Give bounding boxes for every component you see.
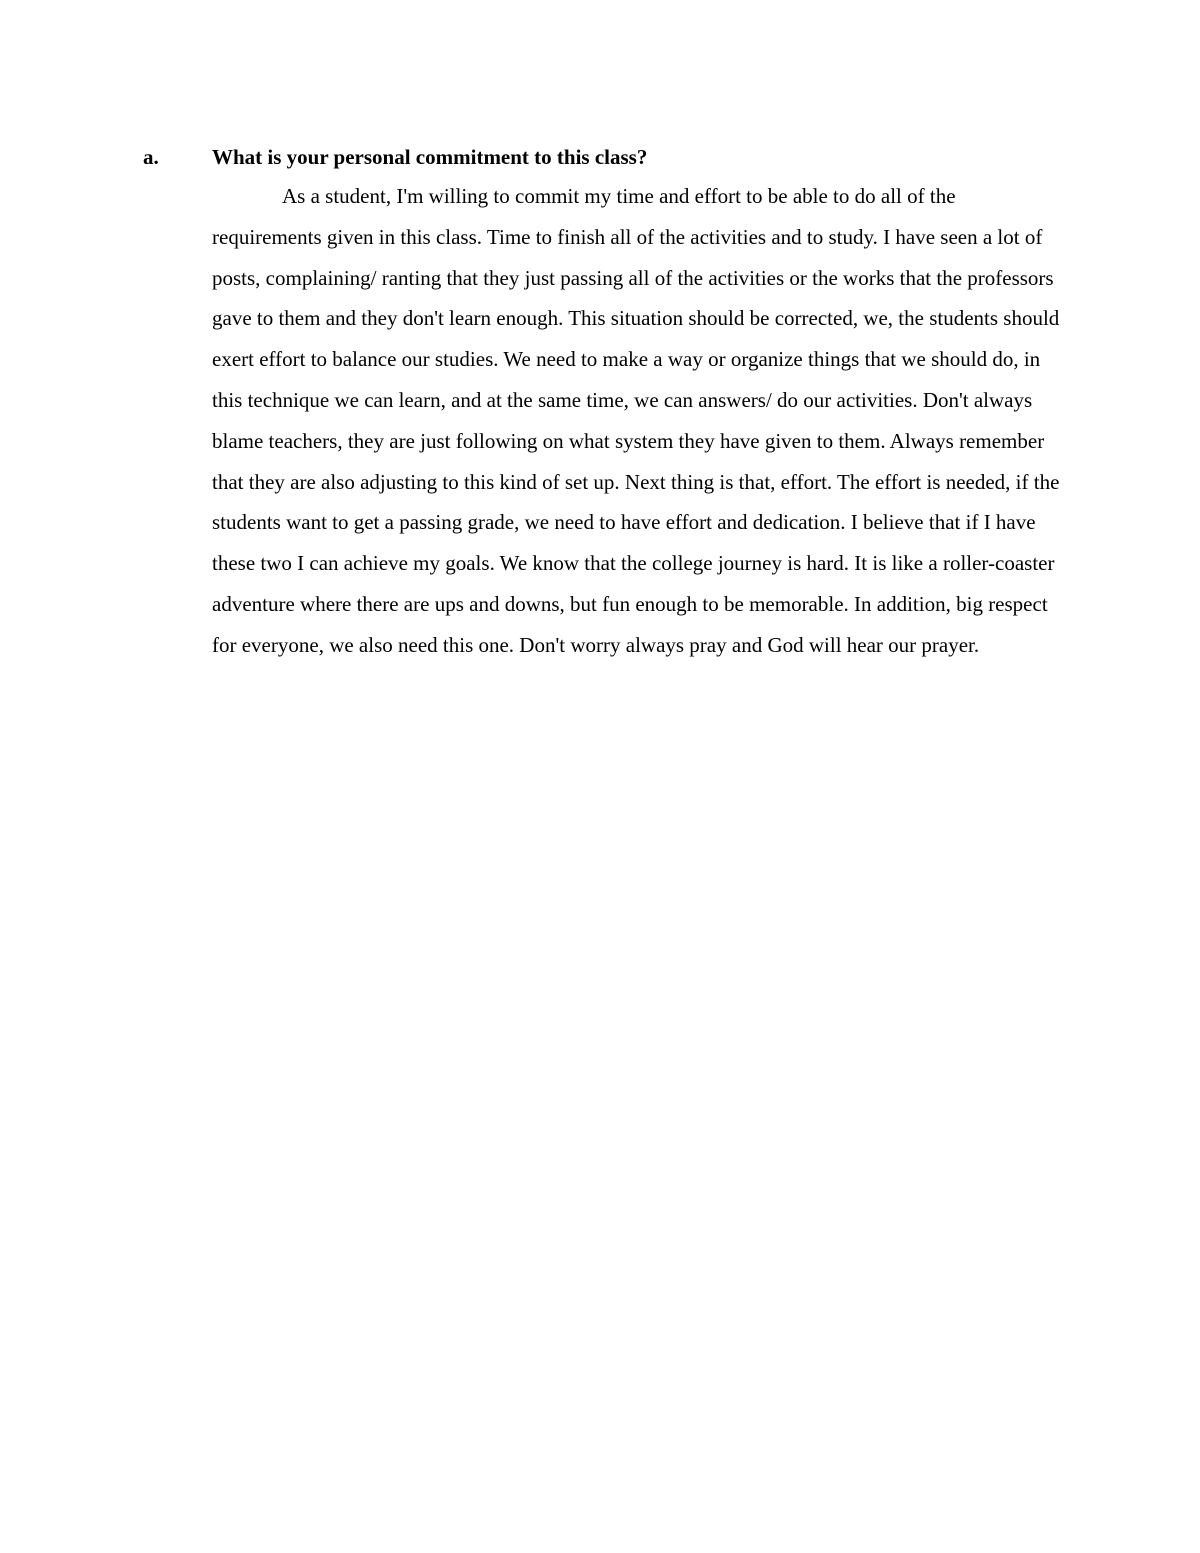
question-block: [143, 138, 1063, 666]
question-heading: [143, 138, 1063, 176]
question-marker: a.: [143, 145, 159, 169]
answer-paragraph: As a student, I'm willing to commit my time and effort to be able to do all of the requirements given in this class. Time to finish all of the activities and to study. I have seen a lot of posts, complaining/ ranting that they just passing all of the activities or the works that the professors gave to them and they don't learn enough. This situation should be corrected, we, the students should exert effort to balance our studies. We need to make a way or organize things that we should do, in this technique we can learn, and at the same time, we can answers/ do our activities. Don't always blame teachers, they are just following on what system they have given to them. Always remember that they are also adjusting to this kind of set up. Next thing is that, effort. The effort is needed, if the students want to get a passing grade, we need to have effort and dedication. I believe that if I have these two I can achieve my goals. We know that the college journey is hard. It is like a roller-coaster adventure where there are ups and downs, but fun enough to be memorable. In addition, big respect for everyone, we also need this one. Don't worry always pray and God will hear our prayer.: [212, 184, 1060, 657]
question-text: What is your personal commitment to this class?: [212, 145, 648, 169]
